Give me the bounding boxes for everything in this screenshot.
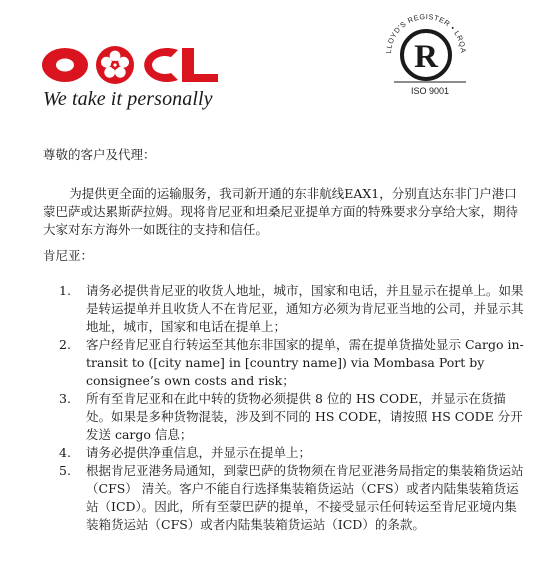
list-item-number: 3.	[59, 391, 71, 406]
list-item	[0, 390, 560, 444]
requirements-list	[0, 282, 560, 534]
svg-text:ISO 9001: ISO 9001	[410, 86, 450, 96]
salutation: 尊敬的客户及代理：	[43, 147, 156, 162]
svg-text:R: R	[414, 39, 438, 75]
iso-9001-label	[392, 81, 468, 97]
list-item-number: 2.	[59, 337, 71, 352]
list-item-text: 请务必提供净重信息，并显示在提单上；	[86, 445, 312, 460]
list-item-text: 客户经肯尼亚自行转运至其他东非国家的提单，需在提单货描处显示 Cargo in-transit to ([city name] in [country name]) via Mombasa Port by consignee’s own costs and risk；	[86, 337, 524, 388]
list-item-number: 1.	[59, 283, 71, 298]
list-item	[0, 336, 560, 390]
list-item-text: 请务必提供肯尼亚的收货人地址，城市，国家和电话，并且显示在提单上。如果是转运提单并且收货人不在肯尼亚，通知方必须为肯尼亚当地的公司，并显示其地址，城市，国家和电话在提单上；	[86, 283, 524, 334]
section-heading-kenya: 肯尼亚：	[43, 248, 94, 263]
list-item-number: 4.	[59, 445, 71, 460]
list-item-number: 5.	[59, 463, 71, 478]
list-item-text: 所有至肯尼亚和在此中转的货物必须提供 8 位的 HS CODE，并显示在货描处。如果是多种货物混装，涉及到不同的 HS CODE，请按照 HS CODE 分开发送 cargo 信息；	[86, 391, 523, 442]
list-item	[0, 444, 560, 462]
svg-text:LLOYD'S REGISTER • LRQA: LLOYD'S REGISTER • LRQA	[383, 11, 469, 54]
brand-tagline: We take it personally	[43, 88, 213, 110]
intro-paragraph: 为提供更全面的运输服务，我司新开通的东非航线EAX1，分别直达东非门户港口蒙巴萨或达累斯萨拉姆。现将肯尼亚和坦桑尼亚提单方面的特殊要求分享给大家，期待大家对东方海外一如既往的支持和信任。	[43, 186, 519, 237]
list-item-text: 根据肯尼亚港务局通知，到蒙巴萨的货物须在肯尼亚港务局指定的集装箱货运站（CFS） 清关。客户不能自行选择集装箱货运站（CFS）或者内陆集装箱货运站（ICD）。因此，所有至蒙巴萨的提单，不接受显示任何转运至肯尼亚境内集装箱货运站（CFS）或者内陆集装箱货运站（ICD）的条款。	[86, 463, 524, 532]
list-item	[0, 462, 560, 534]
list-item	[0, 282, 560, 336]
